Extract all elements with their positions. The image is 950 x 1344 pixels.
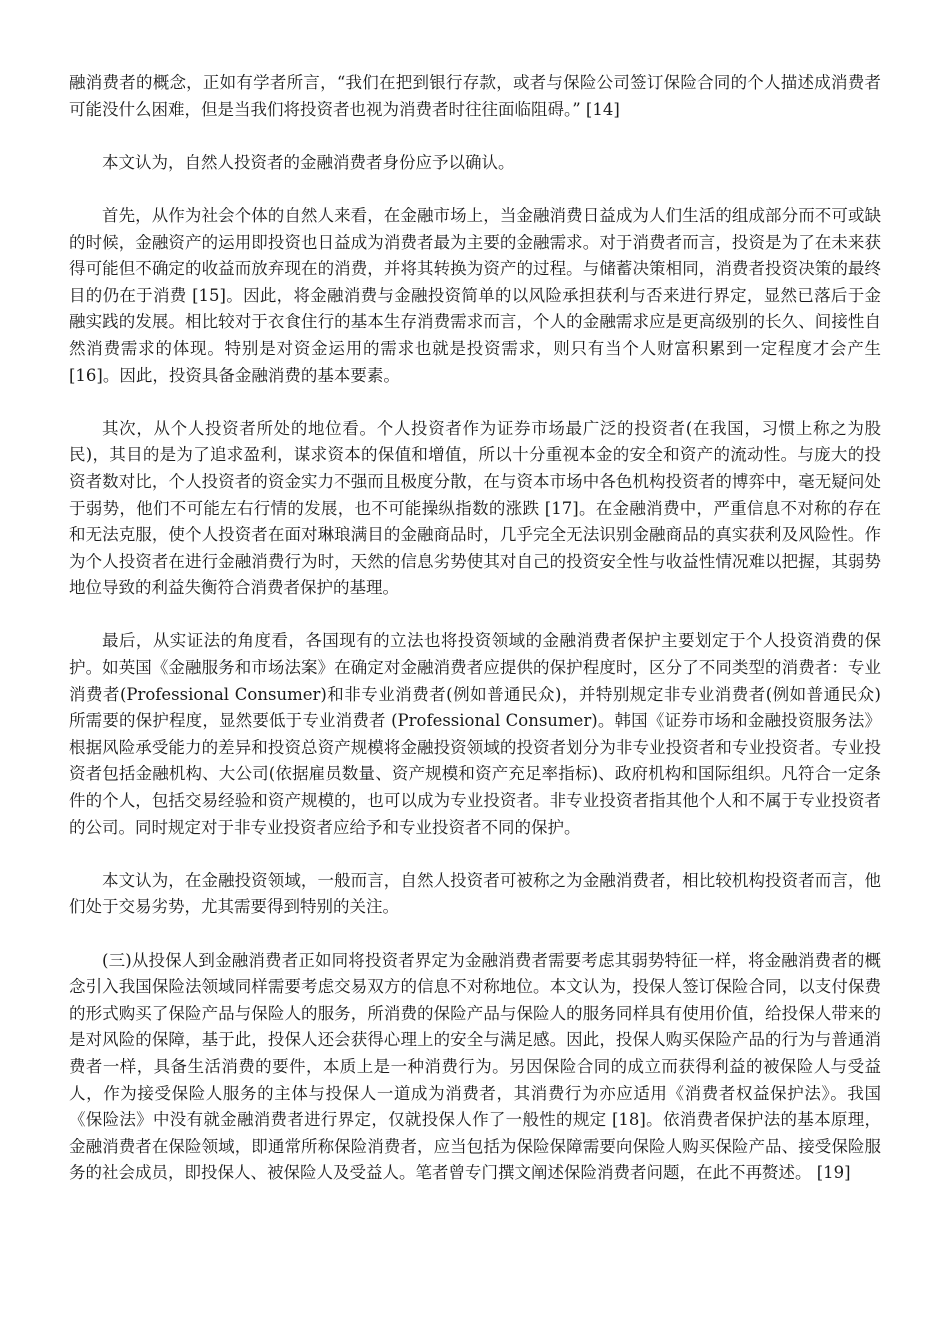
paragraph-section-three: (三)从投保人到金融消费者正如同将投资者界定为金融消费者需要考虑其弱势特征一样，将金融消费者的概念引入我国保险法领域同样需要考虑交易双方的信息不对称地位。本文认为，投保人签订保险合同，以支付保费的形式购买了保险产品与保险人的服务，所消费的保险产品与保险人的服务同样具有使用价值，给投保人带来的是对风险的保障，基于此，投保人还会获得心理上的安全与满足感。因此，投保人购买保险产品的行为与普通消费者一样，具备生活消费的要件，本质上是一种消费行为。另因保险合同的成立而获得利益的被保险人与受益人，作为接受保险人服务的主体与投保人一道成为消费者，其消费行为亦应适用《消费者权益保护法》。我国《保险法》中没有就金融消费者进行界定，仅就投保人作了一般性的规定 [18]。依消费者保护法的基本原理，金融消费者在保险领域，即通常所称保险消费者，应当包括为保险保障需要向保险人购买保险产品、接受保险服务的社会成员，即投保人、被保险人及受益人。笔者曾专门撰文阐述保险消费者问题，在此不再赘述。 [19] <box>69 950 881 1183</box>
paragraph-conclusion-investor: 本文认为，在金融投资领域，一般而言，自然人投资者可被称之为金融消费者，相比较机构投资者而言，他们处于交易劣势，尤其需要得到特别的关注。 <box>69 870 881 917</box>
paragraph-first-point: 首先，从作为社会个体的自然人来看，在金融市场上，当金融消费日益成为人们生活的组成部分而不可或缺的时候，金融资产的运用即投资也日益成为消费者最为主要的金融需求。对于消费者而言，投资是为了在未来获得可能但不确定的收益而放弃现在的消费，并将其转换为资产的过程。与储蓄决策相同，消费者投资决策的最终目的仍在于消费 [15]。因此，将金融消费与金融投资简单的以风险承担获利与否来进行界定，显然已落后于金融实践的发展。相比较对于衣食住行的基本生存消费需求而言，个人的金融需求应是更高级别的长久、间接性自然消费需求的体现。特别是对资金运用的需求也就是投资需求，则只有当个人财富积累到一定程度才会产生 [16]。因此，投资具备金融消费的基本要素。 <box>69 205 887 385</box>
document-page <box>69 70 887 1214</box>
paragraph-thesis-investor: 本文认为，自然人投资者的金融消费者身份应予以确认。 <box>102 152 515 172</box>
paragraph-second-point: 其次，从个人投资者所处的地位看。个人投资者作为证券市场最广泛的投资者(在我国，习惯上称之为股民)，其目的是为了追求盈利，谋求资本的保值和增值，所以十分重视本金的安全和资产的流动性。与庞大的投资者数对比，个人投资者的资金实力不强而且极度分散，在与资本市场中各色机构投资者的博弈中，毫无疑问处于弱势，他们不可能左右行情的发展，也不可能操纵指数的涨跌 [17]。在金融消费中，严重信息不对称的存在和无法克服，使个人投资者在面对琳琅满目的金融商品时，几乎完全无法识别金融商品的真实获利及风险性。作为个人投资者在进行金融消费行为时，天然的信息劣势使其对自己的投资安全性与收益性情况难以把握，其弱势地位导致的利益失衡符合消费者保护的基理。 <box>69 418 881 598</box>
paragraph-third-point: 最后，从实证法的角度看，各国现有的立法也将投资领域的金融消费者保护主要划定于个人投资消费的保护。如英国《金融服务和市场法案》在确定对金融消费者应提供的保护程度时，区分了不同类型的消费者：专业消费者(Professional Consumer)和非专业消费者(例如普通民众)，并特别规定非专业消费者(例如普通民众) 所需要的保护程度，显然要低于专业消费者 (Professional Consumer)。韩国《证券市场和金融投资服务法》根据风险承受能力的差异和投资总资产规模将金融投资领域的投资者划分为非专业投资者和专业投资者。专业投资者包括金融机构、大公司(依据雇员数量、资产规模和资产充足率指标)、政府机构和国际组织。凡符合一定条件的个人，包括交易经验和资产规模的，也可以成为专业投资者。非专业投资者指其他个人和不属于专业投资者的公司。同时规定对于非专业投资者应给予和专业投资者不同的保护。 <box>69 631 887 837</box>
paragraph-continuation: 融消费者的概念，正如有学者所言，“我们在把到银行存款，或者与保险公司签订保险合同的个人描述成消费者可能没什么困难，但是当我们将投资者也视为消费者时往往面临阻碍。” [14] <box>69 73 881 119</box>
